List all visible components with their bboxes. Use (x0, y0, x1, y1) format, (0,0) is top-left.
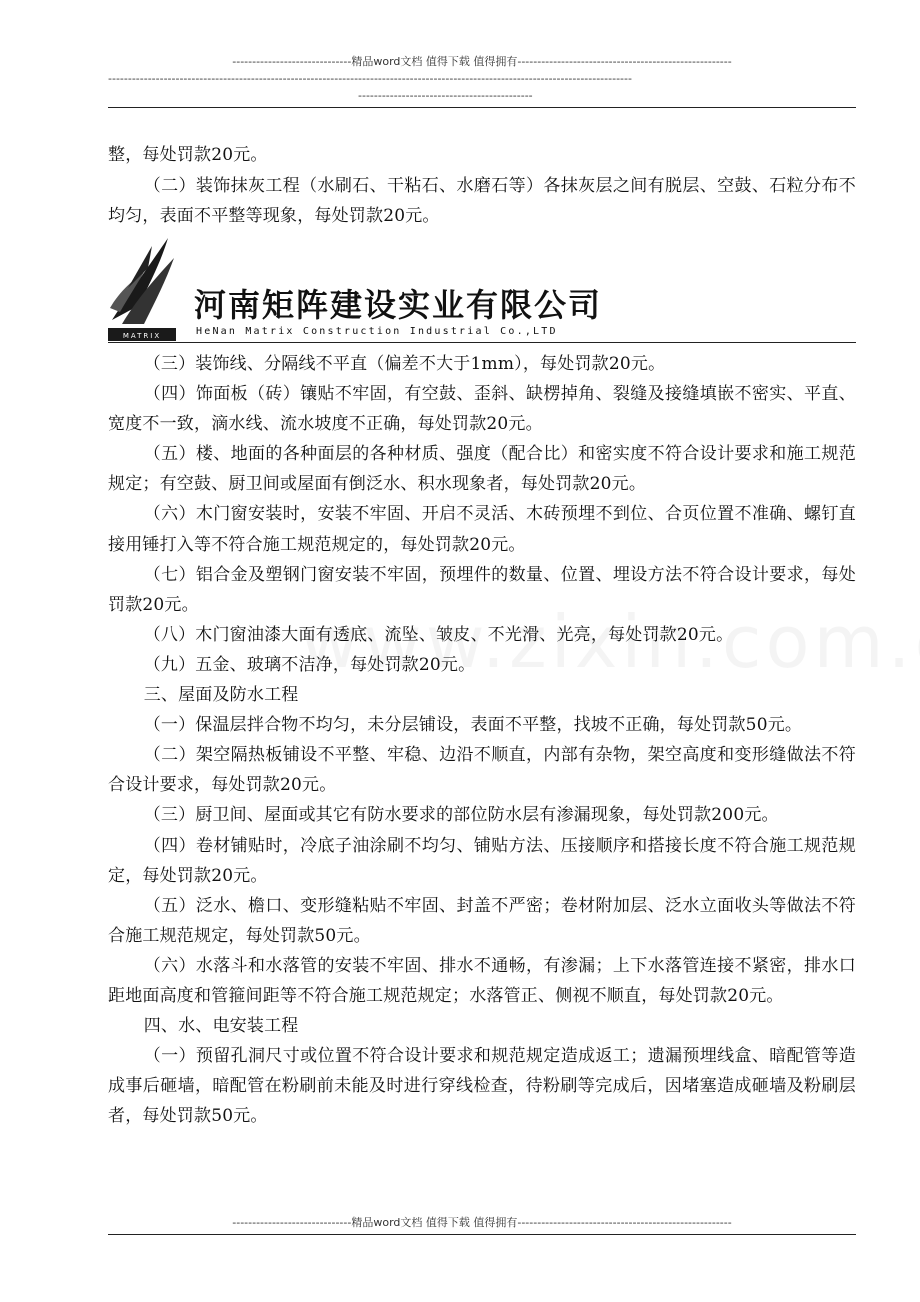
paragraph: （四）饰面板（砖）镶贴不牢固，有空鼓、歪斜、缺楞掉角、裂缝及接缝填嵌不密实、平直、宽度不一致，滴水线、流水坡度不正确，每处罚款20元。 (108, 384, 856, 435)
paragraph: 整，每处罚款20元。 (108, 145, 268, 165)
matrix-logo-icon (108, 228, 178, 343)
paragraph: （一）保温层拌合物不均匀，未分层铺设，表面不平整，找坡不正确，每处罚款50元。 (143, 715, 803, 736)
footer-rule (108, 1234, 856, 1235)
header-line-3: -------------------------------------------- (358, 89, 533, 102)
paragraph: （八）木门窗油漆大面有透底、流坠、皱皮、不光滑、光亮，每处罚款20元。 (143, 624, 734, 645)
company-name-cn: 河南矩阵建设实业有限公司 (194, 286, 603, 324)
paragraph: （六）木门窗安装时，安装不牢固、开启不灵活、木砖预埋不到位、合页位置不准确、螺钉直接用锤打入等不符合施工规范规定的，每处罚款20元。 (108, 504, 856, 555)
paragraph: （五）泛水、檐口、变形缝粘贴不牢固、封盖不严密；卷材附加层、泛水立面收头等做法不符合施工规范规定，每处罚款50元。 (108, 895, 856, 946)
paragraph: （三）装饰线、分隔线不平直（偏差不大于1mm），每处罚款20元。 (143, 354, 666, 374)
text-block-top (108, 140, 856, 232)
paragraph: （五）楼、地面的各种面层的各种材质、强度（配合比）和密实度不符合设计要求和施工规范规定；有空鼓、厨卫间或屋面有倒泛水、积水现象者，每处罚款20元。 (108, 444, 856, 495)
footer-line: ------------------------------精品word文档 值得下载 值得拥有------------------------------------------------------ (232, 1216, 732, 1229)
logo-rule (108, 342, 856, 343)
paragraph: （四）卷材铺贴时，冷底子油涂刷不均匀、铺贴方法、压接顺序和搭接长度不符合施工规范规定，每处罚款20元。 (108, 835, 856, 886)
company-logo (108, 228, 856, 346)
text-block-main (108, 349, 856, 1131)
paragraph: （九）五金、玻璃不洁净，每处罚款20元。 (143, 654, 476, 675)
paragraph: （六）水落斗和水落管的安装不牢固、排水不通畅，有渗漏；上下水落管连接不紧密，排水口距地面高度和管箍间距等不符合施工规范规定；水落管正、侧视不顺直，每处罚款20元。 (108, 955, 856, 1006)
header-rule (108, 107, 856, 108)
header-line-1: ------------------------------精品word文档 值得下载 值得拥有------------------------------------------------------ (232, 55, 732, 68)
section-heading: 四、水、电安装工程 (143, 1016, 299, 1037)
paragraph: （二）装饰抹灰工程（水刷石、干粘石、水磨石等）各抹灰层之间有脱层、空鼓、石粒分布不均匀，表面不平整等现象，每处罚款20元。 (108, 175, 856, 227)
paragraph: （三）厨卫间、屋面或其它有防水要求的部位防水层有渗漏现象，每处罚款200元。 (143, 805, 779, 826)
company-name-en: HeNan Matrix Construction Industrial Co.,LTD (196, 326, 558, 337)
paragraph: （二）架空隔热板铺设不平整、牢稳、边沿不顺直，内部有杂物，架空高度和变形缝做法不符合设计要求，每处罚款20元。 (108, 745, 856, 796)
paragraph: （七）铝合金及塑钢门窗安装不牢固，预埋件的数量、位置、埋设方法不符合设计要求，每处罚款20元。 (108, 564, 856, 615)
section-heading: 三、屋面及防水工程 (143, 685, 299, 706)
logo-mark-text: MATRIX (122, 332, 162, 340)
paragraph: （一）预留孔洞尺寸或位置不符合设计要求和规范规定造成返工；遗漏预埋线盒、暗配管等造成事后砸墙，暗配管在粉刷前未能及时进行穿线检查，待粉刷等完成后，因堵塞造成砸墙及粉刷层者，每处罚款50元。 (108, 1046, 856, 1127)
header-line-2: ------------------------------------------------------------------------------------------------------------------------------------ (108, 72, 632, 85)
